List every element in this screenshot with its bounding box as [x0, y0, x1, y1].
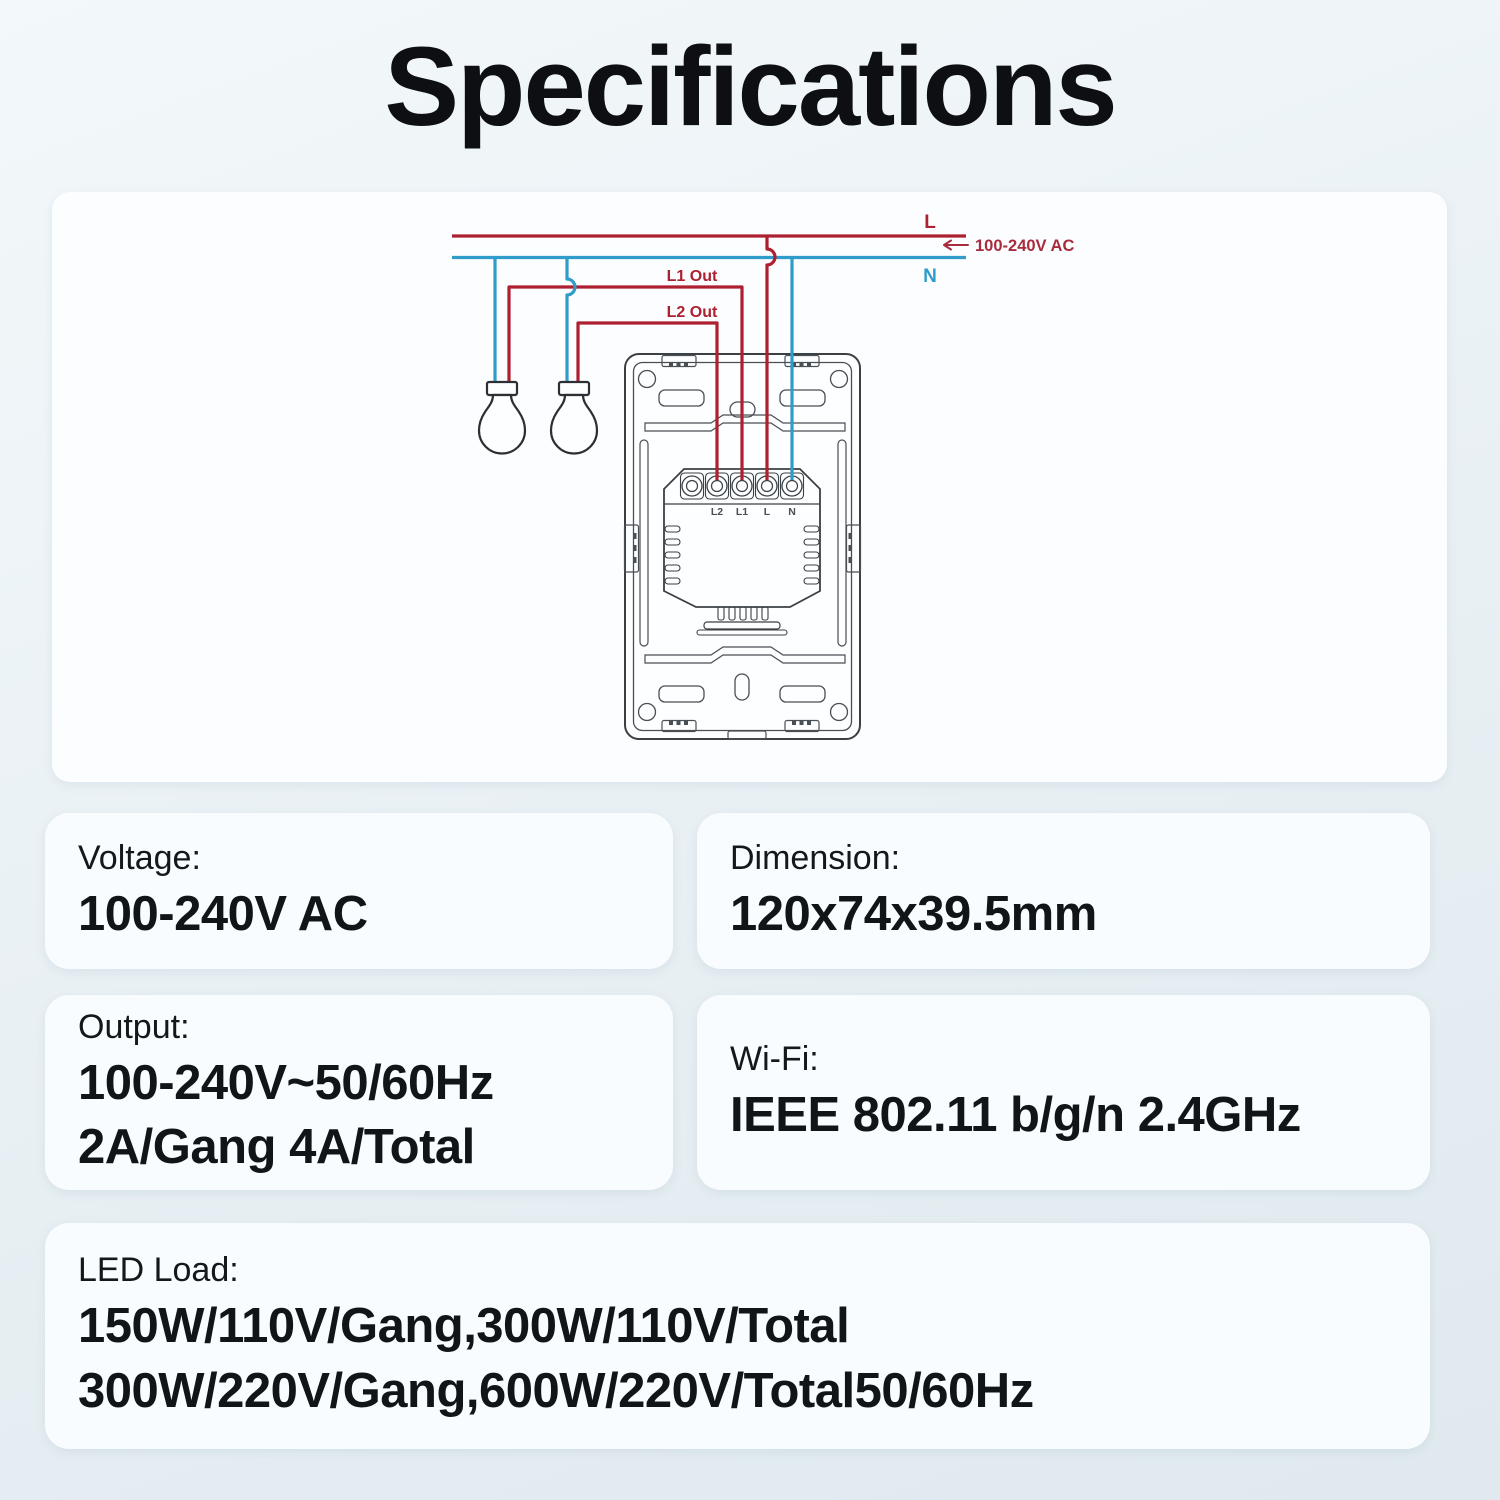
- voltage-label: Voltage:: [78, 838, 201, 877]
- l2-out-label: L2 Out: [666, 304, 718, 321]
- terminal-label-l2: L2: [710, 506, 724, 518]
- l1-out-label: L1 Out: [666, 268, 718, 285]
- light-bulb-1: [479, 382, 525, 454]
- wifi-label: Wi-Fi:: [730, 1040, 819, 1079]
- output-label: Output:: [78, 1007, 190, 1046]
- terminal-label-n: N: [788, 506, 796, 518]
- led-load-card: [45, 1223, 1430, 1449]
- neutral-label: N: [923, 266, 937, 287]
- wifi-value: IEEE 802.11 b/g/n 2.4GHz: [730, 1088, 1301, 1143]
- voltage-card: [45, 813, 673, 969]
- wifi-card: [697, 995, 1430, 1190]
- bulb2-neutral-wire: [567, 258, 575, 385]
- voltage-value: 100-240V AC: [78, 886, 368, 941]
- light-bulbs: [479, 382, 597, 454]
- led-load-value-line2: 300W/220V/Gang,600W/220V/Total50/60Hz: [78, 1363, 1034, 1418]
- light-bulb-2: [551, 382, 597, 454]
- output-value-line2: 2A/Gang 4A/Total: [78, 1120, 475, 1175]
- live-label: L: [924, 212, 936, 233]
- led-load-label: LED Load:: [78, 1251, 239, 1290]
- terminal-label-l1: L1: [735, 506, 749, 518]
- wiring-diagram: [52, 192, 1447, 782]
- supply-label: 100-240V AC: [975, 237, 1075, 255]
- led-load-value-line1: 150W/110V/Gang,300W/110V/Total: [78, 1299, 850, 1354]
- output-value-line1: 100-240V~50/60Hz: [78, 1055, 494, 1110]
- left-arrow-icon: [944, 241, 968, 250]
- dimension-label: Dimension:: [730, 838, 901, 877]
- output-card: [45, 995, 673, 1190]
- dimension-value: 120x74x39.5mm: [730, 886, 1097, 941]
- dimension-card: [697, 813, 1430, 969]
- page-title: Specifications: [384, 24, 1116, 149]
- terminal-label-l: L: [763, 506, 771, 518]
- wiring-diagram-panel: [52, 192, 1447, 782]
